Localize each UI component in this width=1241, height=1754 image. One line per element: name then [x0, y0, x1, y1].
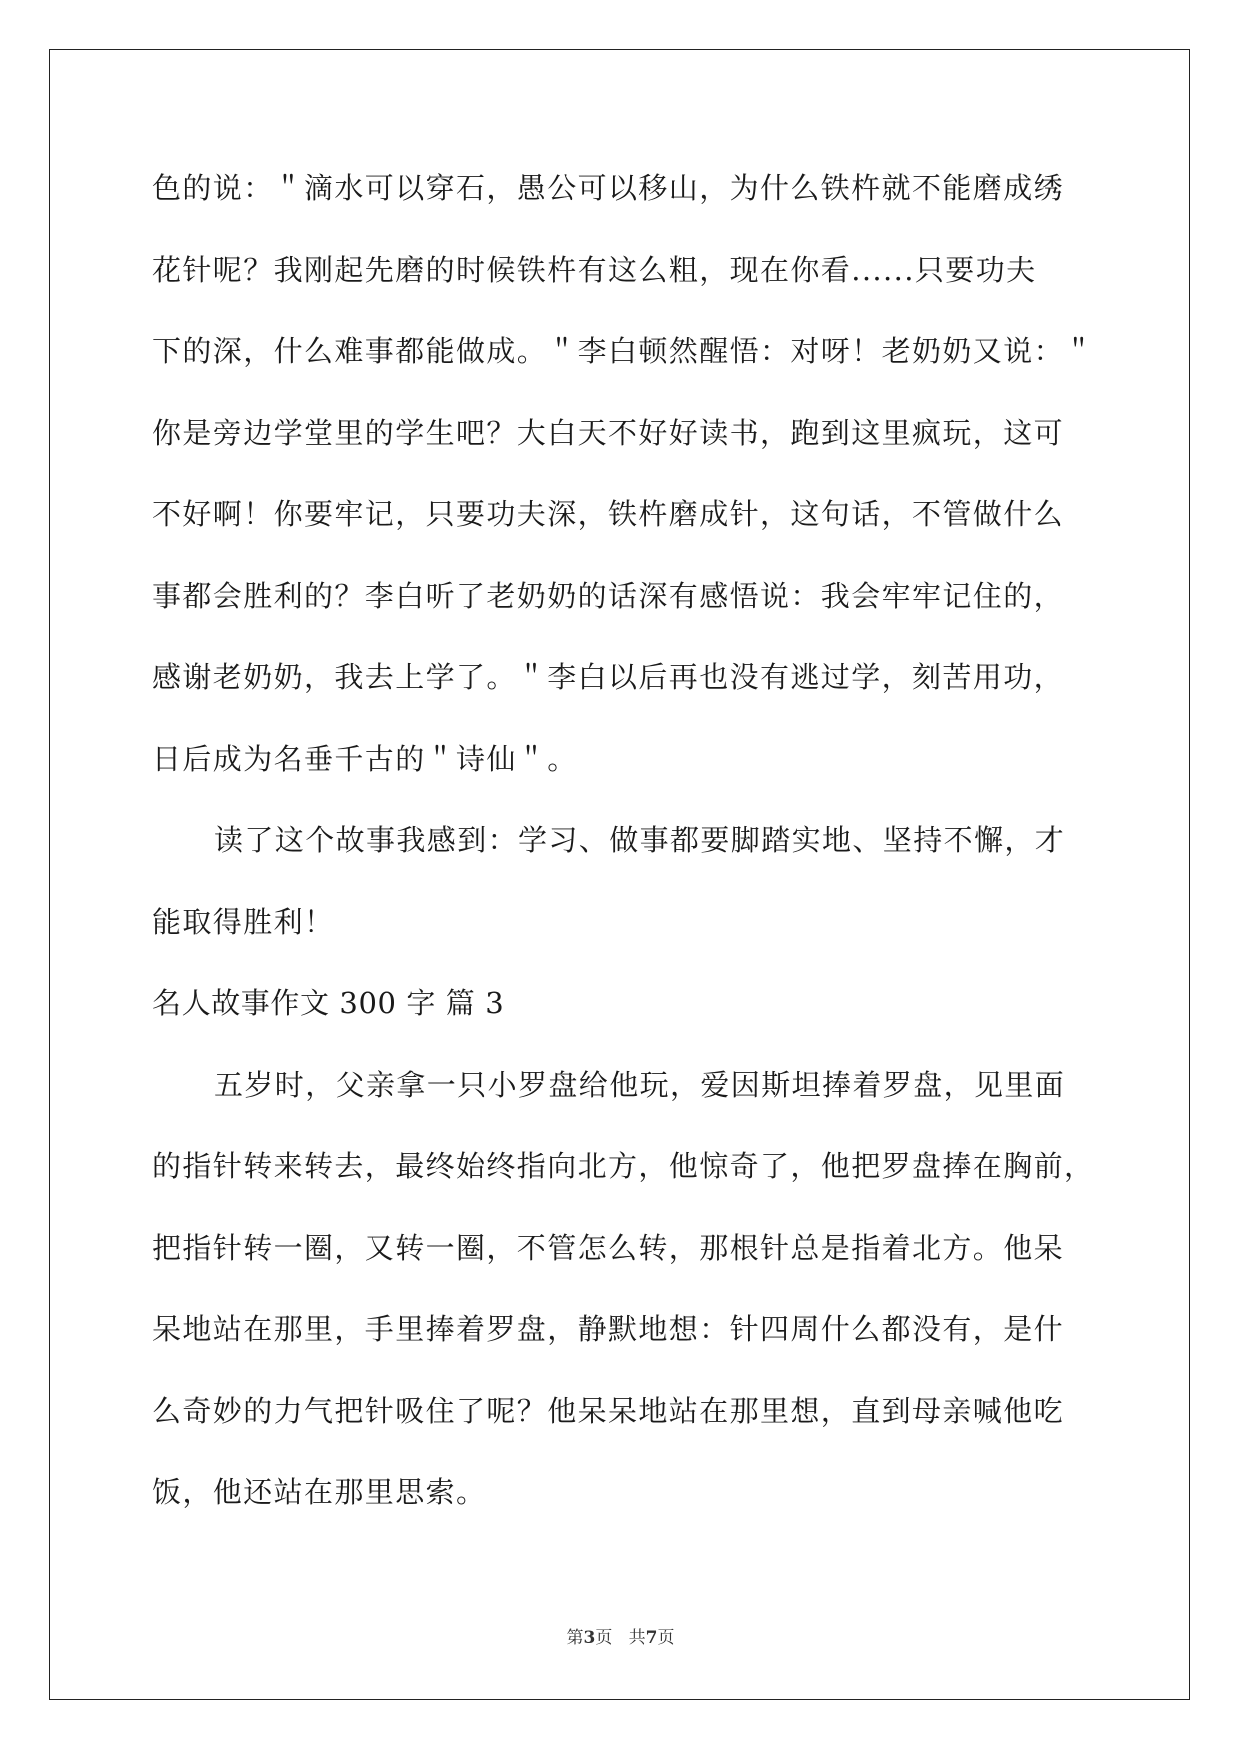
footer-total-prefix: 共 — [628, 1628, 646, 1648]
document-body — [152, 160, 1112, 1546]
text-line-3: 下的深，什么难事都能做成。＂李白顿然醒悟：对呀！老奶奶又说：＂ — [152, 334, 1095, 368]
footer-page-label: 页 — [595, 1628, 613, 1648]
text-line-9: 读了这个故事我感到：学习、做事都要脚踏实地、坚持不懈，才 — [214, 823, 1066, 857]
text-line-8: 日后成为名垂千古的＂诗仙＂。 — [152, 741, 578, 776]
text-line-5: 不好啊！你要牢记，只要功夫深，铁杵磨成针，这句话，不管做什么 — [152, 497, 1065, 531]
footer-prefix: 第 — [566, 1628, 584, 1648]
text-line-16: 么奇妙的力气把针吸住了呢？他呆呆地站在那里想，直到母亲喊他吃 — [152, 1393, 1065, 1428]
text-line-12: 五岁时，父亲拿一只小罗盘给他玩，爱因斯坦捧着罗盘，见里面 — [214, 1067, 1066, 1102]
text-line-6: 事都会胜利的？李白听了老奶奶的话深有感悟说：我会牢牢记住的， — [152, 578, 1065, 613]
footer-current-page: 3 — [583, 1628, 596, 1648]
footer-total-pages: 7 — [645, 1628, 658, 1648]
text-line-10: 能取得胜利！ — [152, 904, 335, 939]
text-line-13: 的指针转来转去，最终始终指向北方，他惊奇了，他把罗盘捧在胸前， — [152, 1149, 1095, 1183]
section-heading: 名人故事作文 300 字 篇 3 — [152, 986, 505, 1020]
text-line-15: 呆地站在那里，手里捧着罗盘，静默地想：针四周什么都没有，是什 — [152, 1312, 1065, 1346]
page-footer — [0, 1623, 1241, 1648]
text-line-4: 你是旁边学堂里的学生吧？大白天不好好读书，跑到这里疯玩，这可 — [152, 415, 1065, 450]
text-line-17: 饭，他还站在那里思索。 — [152, 1475, 487, 1509]
text-line-2: 花针呢？我刚起先磨的时候铁杵有这么粗，现在你看......只要功夫 — [152, 252, 1037, 287]
footer-total-label: 页 — [657, 1628, 675, 1648]
text-line-14: 把指针转一圈，又转一圈，不管怎么转，那根针总是指着北方。他呆 — [152, 1230, 1065, 1265]
text-line-1: 色的说：＂滴水可以穿石，愚公可以移山，为什么铁杵就不能磨成绣 — [152, 171, 1065, 205]
text-line-7: 感谢老奶奶，我去上学了。＂李白以后再也没有逃过学，刻苦用功， — [152, 660, 1065, 694]
